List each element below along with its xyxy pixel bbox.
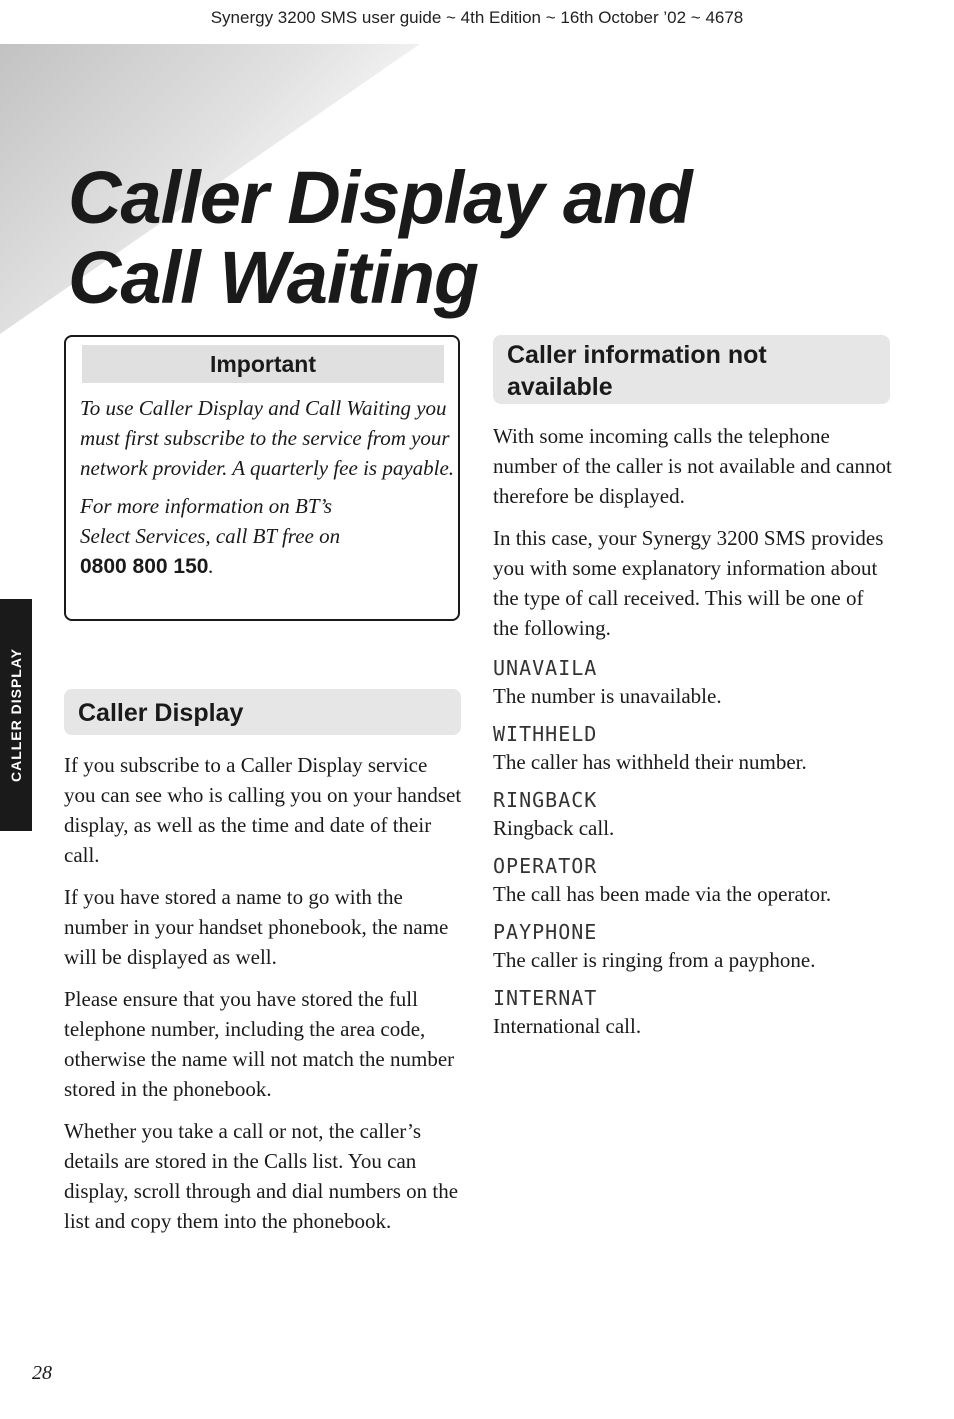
display-code: UNAVAILA: [493, 656, 598, 680]
info-item: [493, 985, 893, 1041]
page-title: [68, 158, 692, 318]
running-header: Synergy 3200 SMS user guide ~ 4th Edition ~ 16th October ’02 ~ 4678: [210, 8, 744, 27]
caller-info-heading-line-2: available: [507, 373, 613, 401]
display-code: RINGBACK: [493, 788, 598, 812]
display-code-description: The caller has withheld their number.: [493, 750, 807, 774]
important-box: [64, 335, 460, 621]
page-title-line-1: Caller Display and: [68, 156, 692, 239]
important-paragraph-2-line-2: Select Services, call BT free on: [80, 524, 341, 548]
page-number: 28: [32, 1362, 52, 1384]
caller-info-heading: [493, 335, 890, 404]
display-code-description: The caller is ringing from a payphone.: [493, 948, 816, 972]
important-title: Important: [82, 345, 444, 383]
important-text: [80, 393, 456, 590]
caller-info-paragraph-2: In this case, your Synergy 3200 SMS provides you with some explanatory information about the type of call received. This will be one of the following.: [493, 526, 884, 640]
caller-info-body: [493, 421, 893, 1051]
info-item: [493, 787, 893, 843]
info-item: [493, 655, 893, 711]
caller-display-paragraph-2: If you have stored a name to go with the number in your handset phonebook, the name will be displayed as well.: [64, 885, 449, 969]
display-code: PAYPHONE: [493, 920, 598, 944]
caller-info-paragraph-1: With some incoming calls the telephone number of the caller is not available and cannot therefore be displayed.: [493, 424, 892, 508]
caller-display-paragraph-4: Whether you take a call or not, the caller’s details are stored in the Calls list. You can display, scroll through and dial numbers on the list and copy them into the phonebook.: [64, 1119, 459, 1233]
caller-display-heading: Caller Display: [64, 689, 461, 735]
page-title-line-2: Call Waiting: [68, 236, 479, 319]
display-code-description: The number is unavailable.: [493, 684, 722, 708]
bt-phone-number: 0800 800 150: [80, 555, 209, 578]
important-paragraph-1: To use Caller Display and Call Waiting you must first subscribe to the service from your network provider. A quarterly fee is payable.: [80, 396, 455, 480]
info-item: [493, 919, 893, 975]
display-code: WITHHELD: [493, 722, 598, 746]
important-paragraph-2: [80, 491, 456, 582]
display-code: INTERNAT: [493, 986, 598, 1010]
info-item: [493, 721, 893, 777]
important-paragraph-2-line-1: For more information on BT’s: [80, 494, 333, 518]
display-code-description: International call.: [493, 1014, 642, 1038]
caller-display-body: [64, 750, 464, 1248]
phone-suffix: .: [208, 554, 214, 578]
info-item: [493, 853, 893, 909]
caller-display-paragraph-3: Please ensure that you have stored the full telephone number, including the area code, otherwise the name will not match the number stored in the phonebook.: [64, 987, 455, 1101]
caller-info-heading-line-1: Caller information not: [507, 341, 767, 369]
display-code-description: The call has been made via the operator.: [493, 882, 832, 906]
side-tab-label: CALLER DISPLAY: [8, 647, 24, 783]
caller-display-paragraph-1: If you subscribe to a Caller Display service you can see who is calling you on your handset display, as well as the time and date of their call.: [64, 753, 462, 867]
display-code-description: Ringback call.: [493, 816, 615, 840]
display-code: OPERATOR: [493, 854, 598, 878]
